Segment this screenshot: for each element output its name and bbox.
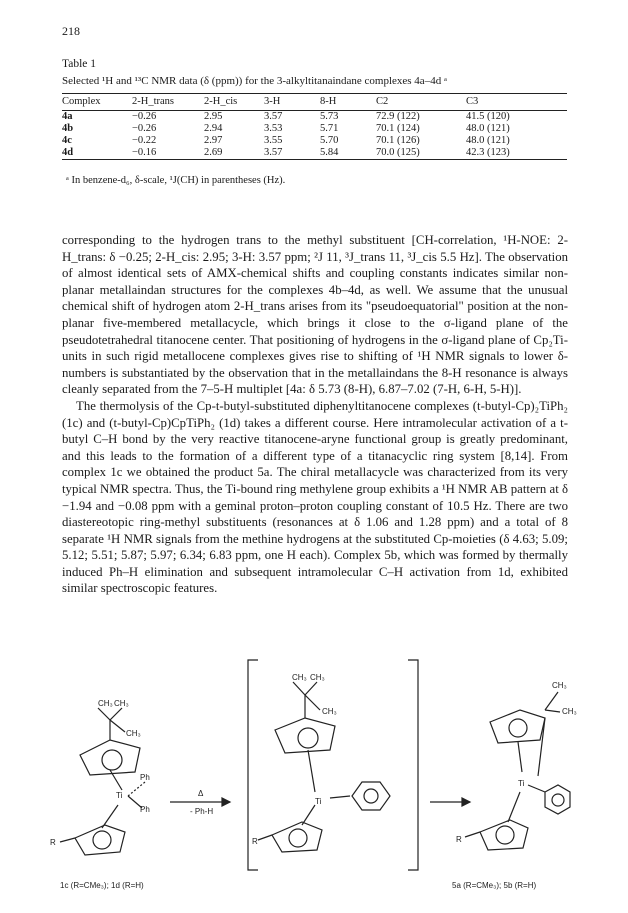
molecule-5a-5b — [465, 692, 570, 850]
table-label: Table 1 — [62, 58, 97, 70]
table-row — [62, 147, 567, 160]
label-ti: Ti — [315, 797, 322, 806]
aromatic-circle — [102, 750, 122, 770]
table-cell: 41.5 (120) — [466, 111, 510, 122]
table-cell: 70.1 (124) — [376, 123, 420, 134]
table-cell: 4d — [62, 147, 74, 158]
bracket-right — [408, 660, 418, 870]
table-cell: 72.9 (122) — [376, 111, 420, 122]
table-cell: 2.69 — [204, 147, 223, 158]
caption-5a-5b: 5a (R=CMe₃); 5b (R=H) — [452, 881, 537, 890]
table-cell: 5.70 — [320, 135, 339, 146]
table-cell: −0.16 — [132, 147, 157, 158]
column-header: 3-H — [264, 96, 281, 107]
label-r: R — [50, 838, 56, 847]
table-cell: 48.0 (121) — [466, 135, 510, 146]
label-ch3: CH₃ — [310, 673, 325, 682]
table-cell: 48.0 (121) — [466, 123, 510, 134]
table-row — [62, 135, 567, 147]
label-ch3: CH₃ — [562, 707, 577, 716]
table-cell: 5.71 — [320, 123, 339, 134]
label-ch3: CH₃ — [126, 729, 141, 738]
column-header: 2-H_trans — [132, 96, 174, 107]
table-cell: 2.95 — [204, 111, 223, 122]
table-cell: 3.57 — [264, 147, 283, 158]
label-ch3: CH₃ — [292, 673, 307, 682]
caption-1c-1d: 1c (R=CMe₃); 1d (R=H) — [60, 881, 144, 890]
table-row — [62, 123, 567, 135]
label-ch3: CH₃ — [114, 699, 129, 708]
reaction-scheme — [40, 600, 610, 900]
table-cell: 70.1 (126) — [376, 135, 420, 146]
table-cell: 3.53 — [264, 123, 283, 134]
table-cell: −0.26 — [132, 123, 157, 134]
table-cell: 70.0 (125) — [376, 147, 420, 158]
paragraph: The thermolysis of the Cp-t-butyl-substituted diphenyltitanocene complexes (t-butyl-Cp)₂TiPh₂ (1c) and (t-butyl-Cp)CpTiPh₂ (1d) takes a different course. Here intramolecular activation of a t-butyl C–H bond by the very reactive titanocene-aryne functional group is greatly predominant, and this leads to the formation of a different type of a titanacyclic ring system [8,14]. From complex 1c we obtained the product 5a. The chiral metallacycle was characterized from its very typical NMR spectra. Thus, the Ti-bound ring methylene group exhibits a ¹H NMR AB pattern at δ −1.94 and −0.08 ppm with a geminal proton–proton coupling constant of 10.5 Hz. There are two diastereotopic ring-methyl substituents (resonances at δ 1.06 and 1.28 ppm) and a total of 8 separate ¹H NMR signals from the methine hydrogens at the substituted Cp-moieties (δ 4.63; 5.09; 5.12; 5.51; 5.87; 5.97; 6.34; 6.83 ppm, one H each). Complex 5b, which was formed by thermally induced Ph–H elimination and subsequent intramolecular C–H activation from 1d, exhibited similar spectroscopic features. — [62, 398, 568, 596]
column-header: Complex — [62, 96, 101, 107]
label-ti: Ti — [116, 791, 123, 800]
label-r: R — [252, 837, 258, 846]
table-cell: 5.73 — [320, 111, 339, 122]
label-ph: Ph — [140, 773, 150, 782]
table-cell: 2.97 — [204, 135, 223, 146]
nmr-data-table — [62, 93, 567, 160]
table-cell: 2.94 — [204, 123, 223, 134]
paragraph: corresponding to the hydrogen trans to the methyl substituent [CH-correlation, ¹H-NOE: 2-H_trans: δ −0.25; 2-H_cis: 2.95; 3-H: 3.57 ppm; ²J 11, ³J_trans 11, ³J_cis 5.5 Hz]. The observation of almost identical sets of AMX-chemical shifts and coupling constants indicates similar non-planar metallaindan structures for the complexes 4b–4d, as well. We assume that the unusual chemical shift of hydrogen atom 2-H_trans arises from its "pseudoequatorial" position at the non-planar five-membered metallacycle, which brings it close to the σ-ligand plane of the pseudotetrahedral titanocene center. That positioning of hydrogens in the σ-ligand plane of Cp₂Ti-units in such rigid metallocene complexes gives rise to shifting of ¹H NMR signals to lower δ-numbers is substantiated by the observation that in the metallaindans the 8-H resonance is always cleanly separated from the 7–5-H multiplet [4a: δ 5.73 (8-H), 6.87–7.02 (7-H, 6-H, 5-H)]. — [62, 233, 568, 397]
table-cell: 5.84 — [320, 147, 339, 158]
table-header-row — [62, 94, 567, 111]
table-cell: 4b — [62, 123, 74, 134]
column-header: C3 — [466, 96, 479, 107]
body-text — [62, 232, 568, 597]
label-ch3: CH₃ — [98, 699, 113, 708]
label-ch3: CH₃ — [322, 707, 337, 716]
label-r: R — [456, 835, 462, 844]
column-header: C2 — [376, 96, 389, 107]
table-row — [62, 111, 567, 124]
label-ph: Ph — [140, 805, 150, 814]
table-cell: 3.57 — [264, 111, 283, 122]
table-cell: 4a — [62, 111, 73, 122]
table-footnote: ᵃ In benzene-d₆, δ-scale, ¹J(CH) in parentheses (Hz). — [66, 175, 286, 186]
label-ch3: CH₃ — [552, 681, 567, 690]
benzyne-ring — [352, 782, 390, 810]
page-number: 218 — [62, 24, 80, 38]
table-cell: −0.26 — [132, 111, 157, 122]
table-cell: 42.3 (123) — [466, 147, 510, 158]
table-cell: −0.22 — [132, 135, 157, 146]
table-cell: 4c — [62, 135, 72, 146]
label-heat: Δ — [198, 789, 204, 798]
table-cell: 3.55 — [264, 135, 283, 146]
column-header: 2-H_cis — [204, 96, 238, 107]
column-header: 8-H — [320, 96, 337, 107]
label-minus-phh: - Ph-H — [190, 807, 214, 816]
cp-ring-bottom — [75, 825, 125, 855]
label-ti: Ti — [518, 779, 525, 788]
table-caption: Selected ¹H and ¹³C NMR data (δ (ppm)) for the 3-alkyltitanaindane complexes 4a–4d ᵃ — [62, 75, 447, 87]
